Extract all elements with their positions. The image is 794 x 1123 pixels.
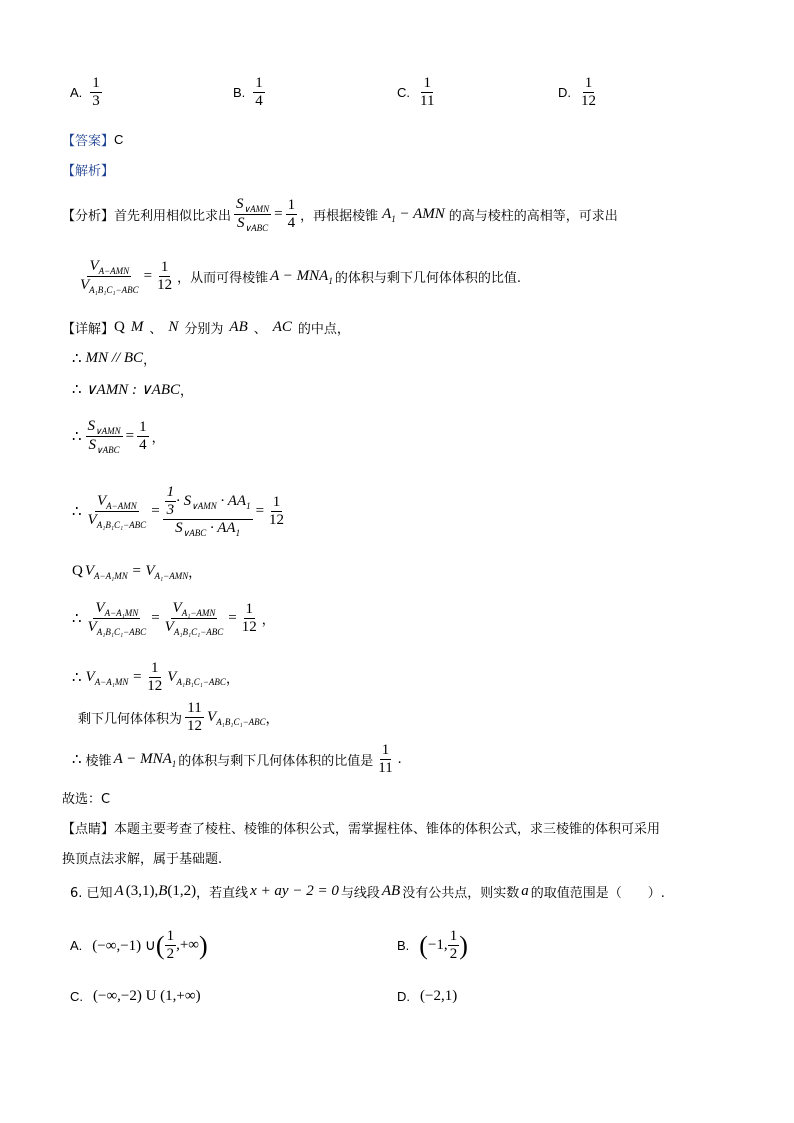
answer-tag: 【答案】 [62, 134, 115, 149]
comment-tag: 【点睛】 [62, 822, 115, 837]
detail-line-1: 【详解】 Q M 、 N 分别为 AB 、 AC 的中点， [62, 319, 350, 337]
fraction-1-4: $\frac{1}{4}$ [287, 197, 296, 231]
option-label: B. [397, 938, 410, 953]
q5-option-b [233, 75, 268, 110]
area-ratio-fraction: $\frac{S_{\vee AMN}}{S_{\vee ABC}}$ [236, 196, 270, 233]
detail-line-8: ∴ $V_{A-A_1MN}$ = $\frac{1}{12}$ $V_{A_1B_1C_1-ABC}$ ， [72, 660, 239, 694]
comment-text: 换顶点法求解，属于基础题. [62, 852, 223, 867]
option-fraction: $\frac{1}{4}$ [255, 75, 263, 109]
therefore-symbol: ∴ [72, 503, 82, 520]
option-label: A. [70, 85, 83, 100]
q6-option-d: D. (−2,1) [397, 988, 458, 1004]
detail-tag: 【详解】 [62, 322, 115, 337]
analysis-heading [62, 160, 114, 179]
fraction-1-12: $\frac{1}{12}$ [157, 259, 173, 293]
detail-line-7: ∴ $\frac{V_{A-A_1MN}}{V_{A_1B_1C_1-ABC}}$ = $\frac{V_{A_1-AMN}}{V_{A_1B_1C_1-ABC}}$ = $\frac{1}{12}$ ， [72, 600, 275, 637]
choice-line [62, 788, 110, 807]
fenxi-text: 的体积与剩下几何体体积的比值. [334, 271, 521, 286]
detail-line-6: Q $V_{A-A_1MN} = V_{A_1-AMN}$ ， [72, 563, 202, 581]
fenxi-text: 的高与棱柱的高相等，可求出 [448, 209, 618, 224]
q6-option-c: C. (−∞,−2) U (1,+∞) [70, 988, 201, 1004]
fenxi-text: ，再根据棱锥 [300, 209, 379, 224]
final-text: 棱锥 [85, 754, 112, 769]
q5-option-c [397, 75, 439, 110]
q6-text: 的取值范围是（ ）. [530, 886, 665, 901]
answer-value: C [114, 132, 124, 147]
q6-option-b: B. ( −1, $\frac{1}{2}$ ) [397, 928, 468, 962]
fenxi-line-1: 【分析】 首先利用相似比求出 $\frac{S_{\vee AMN}}{S_{\vee ABC}}$ = $\frac{1}{4}$ ，再根据棱锥 $A_1$ − AMN 的高与棱柱的高相等，可求出 [62, 196, 618, 233]
detail-text: 的中点， [297, 322, 350, 337]
option-label: B. [233, 85, 246, 100]
detail-text: 分别为 [184, 322, 224, 337]
fenxi-text: ，从而可得棱锥 [177, 271, 269, 286]
because-symbol: Q [72, 563, 83, 579]
choice-text: 故选：C [62, 792, 111, 807]
option-fraction: $\frac{1}{11}$ [420, 75, 435, 109]
q5-option-d [558, 75, 601, 110]
answer-line [62, 130, 123, 149]
comment-line-2 [62, 848, 222, 867]
q6-text: 没有公共点，则实数 [402, 886, 520, 901]
q6-option-a: A. (−∞,−1) ∪ ( $\frac{1}{2}$ ,+∞ ) [70, 928, 208, 962]
option-fraction: $\frac{1}{12}$ [581, 75, 596, 109]
fenxi-tag: 【分析】 [62, 209, 115, 224]
option-label: A. [70, 938, 83, 953]
option-label: D. [558, 85, 571, 100]
option-fraction: $\frac{1}{3}$ [92, 75, 100, 109]
therefore-symbol: ∴ [72, 351, 82, 367]
q6-text: 6. 已知 [70, 886, 113, 901]
therefore-symbol: ∴ [72, 382, 82, 398]
comment-text: 本题主要考查了棱柱、棱锥的体积公式，需掌握柱体、锥体的体积公式，求三棱锥的体积可采用 [114, 822, 661, 837]
detail-line-5: ∴ $\frac{V_{A-AMN}}{V_{A_1B_1C_1-ABC}}$ = $\frac{1}{3}$ · $S_{\vee AMN} \cdot AA_1$ $S_{\vee ABC} \cdot AA_1$ = $\frac{1}{12}$ [72, 484, 285, 538]
option-label: C. [70, 989, 83, 1004]
remaining-text: 剩下几何体体积为 [78, 712, 183, 727]
fenxi-text: 首先利用相似比求出 [114, 209, 232, 224]
therefore-symbol: ∴ [72, 429, 82, 445]
because-symbol: Q [114, 319, 125, 335]
question-6-stem: 6. 已知 A (3,1), B (1,2) ，若直线 x + ay − 2 = 0 与线段 AB 没有公共点，则实数 a 的取值范围是（ ）. [70, 883, 665, 901]
therefore-symbol: ∴ [72, 611, 82, 627]
final-text: 的体积与剩下几何体体积的比值是 [178, 754, 374, 769]
detail-line-3: ∴ ∨AMN : ∨ABC ， [72, 382, 194, 399]
q6-text: ，若直线 [196, 886, 249, 901]
detail-line-9: 剩下几何体体积为 $\frac{11}{12}$ $V_{A_1B_1C_1-ABC}$ ， [78, 700, 279, 734]
analysis-tag: 【解析】 [62, 164, 115, 179]
detail-line-10: ∴ 棱锥 $A - MNA_1$ 的体积与剩下几何体体积的比值是 $\frac{1}{11}$ . [72, 742, 402, 776]
detail-line-4: ∴ $\frac{S_{\vee AMN}}{S_{\vee ABC}}$ = $\frac{1}{4}$ ， [72, 418, 165, 455]
q6-text: 与线段 [340, 886, 380, 901]
q5-option-a [70, 75, 105, 110]
option-label: D. [397, 989, 410, 1004]
volume-ratio-fraction: $\frac{V_{A-AMN}}{V_{A_1B_1C_1-ABC}}$ [80, 258, 139, 295]
fenxi-line-2: $\frac{V_{A-AMN}}{V_{A_1B_1C_1-ABC}}$ = $\frac{1}{12}$ ，从而可得棱锥 $A - MNA_1$ 的体积与剩下几何体体积的比值. [80, 258, 521, 295]
pyramid-name: $A_1$ − AMN [382, 206, 445, 224]
comment-line-1 [62, 818, 660, 837]
detail-line-2: ∴ MN // BC ， [72, 350, 157, 368]
therefore-symbol: ∴ [72, 670, 82, 686]
therefore-symbol: ∴ [72, 752, 82, 768]
option-label: C. [397, 85, 410, 100]
